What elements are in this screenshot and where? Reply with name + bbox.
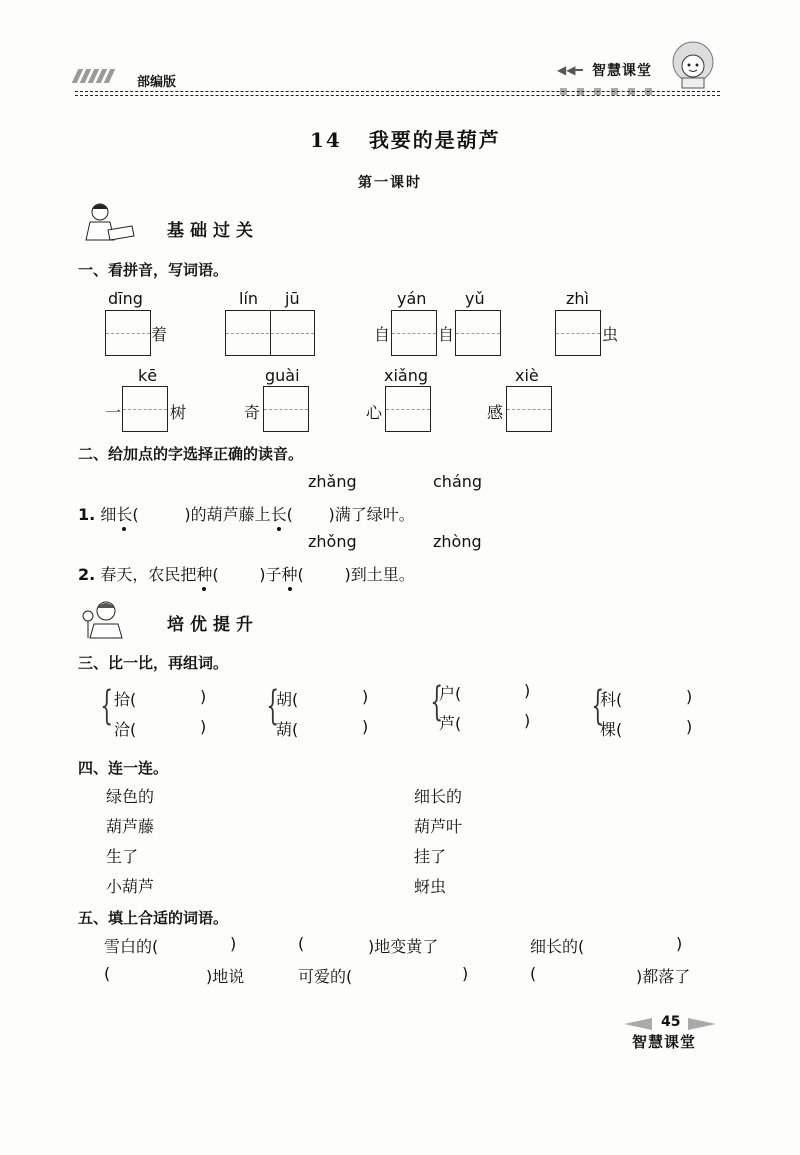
pinyin-yan: yán <box>397 289 427 308</box>
brace: { <box>100 683 114 729</box>
match-right-item[interactable]: 葫芦叶 <box>414 817 463 836</box>
writing-grid-double[interactable] <box>225 310 315 356</box>
q1-title: 一、看拼音，写词语。 <box>78 261 229 279</box>
q3-word: 棵( <box>600 720 623 739</box>
pinyin-ju: jū <box>285 289 300 308</box>
girl-mascot-icon <box>668 40 718 90</box>
pinyin-yu: yǔ <box>465 289 485 308</box>
q3-close: ) <box>200 717 207 736</box>
q3-title: 三、比一比，再组词。 <box>78 654 229 672</box>
writing-grid[interactable] <box>555 310 601 356</box>
pinyin-zhong4: zhòng <box>433 532 482 551</box>
pinyin-guai: guài <box>265 366 300 385</box>
q2-sentence-2: 2. 春天，农民把种( )子种( )到土里。 <box>78 562 415 585</box>
match-left-item[interactable]: 绿色的 <box>106 787 155 806</box>
q3-word: 葫( <box>276 720 299 739</box>
q3-word: 胡( <box>276 690 299 709</box>
q5-item: ) <box>462 964 469 983</box>
lesson-name: 我要的是葫芦 <box>368 128 501 152</box>
q5-item: )都落了 <box>636 967 691 986</box>
brace: { <box>591 683 605 729</box>
writing-grid[interactable] <box>391 310 437 356</box>
char-zi-1: 自 <box>374 325 391 344</box>
brace: { <box>430 679 444 725</box>
pinyin-zhong3: zhǒng <box>308 532 357 551</box>
pinyin-chang: cháng <box>433 472 483 491</box>
pinyin-zhang: zhǎng <box>308 472 357 491</box>
footer-brand: 智慧课堂 <box>632 1033 697 1051</box>
char-chong: 虫 <box>602 325 619 344</box>
student-writing-icon <box>78 200 136 244</box>
pinyin-lin: lín <box>239 289 259 308</box>
char-qi: 奇 <box>244 403 261 422</box>
page-number: 45 <box>661 1014 681 1030</box>
q3-close: ) <box>362 687 369 706</box>
q2-sentence-1: 1. 细长( )的葫芦藤上长( )满了绿叶。 <box>78 502 415 525</box>
edition-label: 部编版 <box>137 75 177 90</box>
q3-close: ) <box>524 711 531 730</box>
q3-close: ) <box>200 687 207 706</box>
q5-item: ( <box>298 934 305 953</box>
pinyin-ding: dīng <box>108 289 143 308</box>
header-divider <box>75 91 720 92</box>
q3-word: 洽( <box>114 720 137 739</box>
section-adv-title: 培优提升 <box>167 615 259 635</box>
char-zi-2: 自 <box>438 325 455 344</box>
match-right-item[interactable]: 细长的 <box>414 787 463 806</box>
writing-grid[interactable] <box>506 386 552 432</box>
q3-word: 户( <box>439 684 462 703</box>
q3-close: ) <box>524 681 531 700</box>
char-gan: 感 <box>487 403 504 422</box>
writing-grid[interactable] <box>455 310 501 356</box>
char-shu: 树 <box>170 403 187 422</box>
match-left-item[interactable]: 生了 <box>106 847 139 866</box>
q3-close: ) <box>686 717 693 736</box>
char-xin: 心 <box>366 403 383 422</box>
pinyin-ke: kē <box>138 366 158 385</box>
q5-item: 雪白的( <box>104 937 159 956</box>
pinyin-zhi: zhì <box>566 289 589 308</box>
char-zhe: 着 <box>151 325 168 344</box>
q5-item: ) <box>230 934 237 953</box>
section-basic-title: 基础过关 <box>167 221 259 241</box>
q3-word: 芦( <box>439 714 462 733</box>
lesson-period: 第一课时 <box>358 175 422 191</box>
brace: { <box>266 683 280 729</box>
q3-close: ) <box>686 687 693 706</box>
q4-title: 四、连一连。 <box>78 759 169 777</box>
q3-close: ) <box>362 717 369 736</box>
char-yi: 一 <box>105 403 122 422</box>
match-left-item[interactable]: 葫芦藤 <box>106 817 155 836</box>
q5-item: )地变黄了 <box>368 937 439 956</box>
q5-item: ( <box>530 964 537 983</box>
q5-item: ) <box>676 934 683 953</box>
q5-item: )地说 <box>206 967 245 986</box>
writing-grid[interactable] <box>385 386 431 432</box>
arrow-icon: ◀◀━ <box>557 63 583 77</box>
lesson-number: 14 <box>310 128 342 152</box>
header-stripes <box>75 68 115 87</box>
match-right-item[interactable]: 蚜虫 <box>414 877 447 896</box>
q5-item: 细长的( <box>530 937 585 956</box>
q5-item: ( <box>104 964 111 983</box>
lesson-title <box>310 124 501 153</box>
q5-title: 五、填上合适的词语。 <box>78 909 229 927</box>
pinyin-xie: xiè <box>515 366 539 385</box>
writing-grid[interactable] <box>105 310 151 356</box>
header-squares <box>560 80 662 99</box>
pinyin-xiang: xiǎng <box>384 366 429 385</box>
writing-grid[interactable] <box>263 386 309 432</box>
header-divider-2 <box>75 95 720 96</box>
q3-word: 科( <box>600 690 623 709</box>
q5-item: 可爱的( <box>298 967 353 986</box>
writing-grid[interactable] <box>122 386 168 432</box>
brand-top: 智慧课堂 <box>592 63 652 79</box>
student-reading-icon <box>80 598 130 642</box>
q3-word: 拾( <box>114 690 137 709</box>
match-left-item[interactable]: 小葫芦 <box>106 877 155 896</box>
match-right-item[interactable]: 挂了 <box>414 847 447 866</box>
q2-title: 二、给加点的字选择正确的读音。 <box>78 445 304 463</box>
